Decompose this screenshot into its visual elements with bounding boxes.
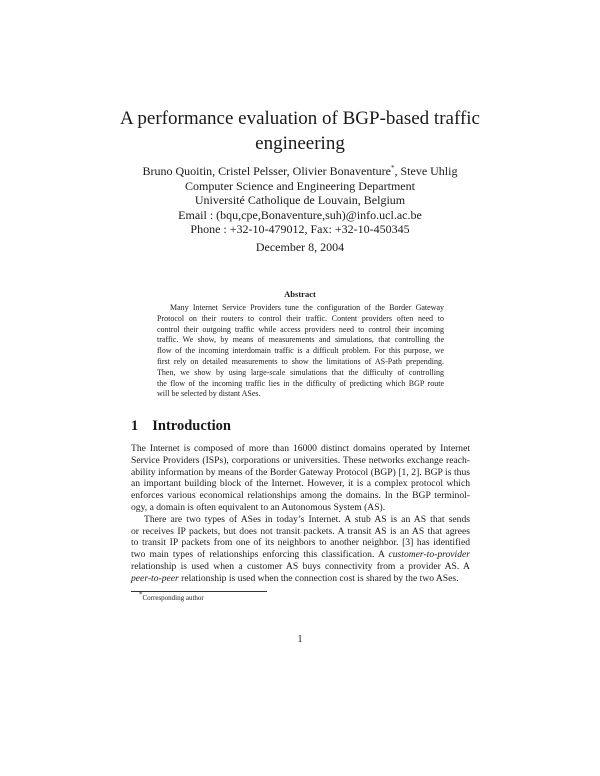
author-names-tail: , Steve Uhlig [394,164,458,178]
corresponding-author-mark: * [390,164,395,172]
body-line: ogy, a domain is often equivalent to an Autonomous System (AS). [131,501,386,513]
section-title: Introduction [152,418,231,434]
author-email: Email : (bqu,cpe,Bonaventure,suh)@info.ucl.ac.be [178,207,422,222]
body-line: enforces various economical relationships among the domains. In the BGP terminol- [131,490,470,502]
abstract-line: first rely on detailed measurements to show the limitations of AS-Path prepending. [157,356,444,366]
introduction-body [131,443,470,585]
footnote-text: Corresponding author [142,594,204,602]
author-names-main: Bruno Quoitin, Cristel Pelsser, Olivier Bonaventure [142,164,391,178]
abstract-line: Many Internet Service Providers tune the configuration of the Border Gateway [170,303,444,312]
body-text: relationship is used when the connection cost is shared by the two ASes. [178,572,459,584]
abstract-line: Protocol on their routers to control their traffic. Content providers often need to [157,313,444,323]
body-line: Service Providers (ISPs), corporations or universities. These networks exchange reach- [131,454,470,466]
abstract-line: Then, we show by using large-scale simulations that the difficulty of controlling [157,367,444,377]
body-line: There are two types of ASes in today’s Internet. A stub AS is an AS that sends [144,513,470,525]
body-text: two main types of relationships enforcing this classification. A [131,549,389,561]
paper-title [100,106,500,156]
abstract-line: the flow of the incoming traffic lies in the difficulty of predicting which BGP route [157,378,444,388]
abstract-heading: Abstract [284,289,316,299]
body-line [131,573,470,585]
author-phone: Phone : +32-10-479012, Fax: +32-10-450345 [190,222,410,237]
page-number: 1 [297,634,303,645]
body-line: The Internet is composed of more than 16000 distinct domains operated by Internet [131,443,470,454]
abstract-text [157,303,444,400]
author-department: Computer Science and Engineering Department [185,178,415,193]
body-line: to transit IP packets from one of its neighbors to another neighbor. [3] has identified [131,537,470,549]
section-number: 1 [131,418,139,434]
paper-title-line-2: engineering [255,133,345,154]
abstract-line: traffic. We show, by means of measurements and simulations, that controlling the [157,335,444,345]
body-line [131,549,470,561]
section-heading-introduction [131,418,231,435]
body-line: relationship is used when a customer AS buys connectivity from a provider AS. A [131,560,470,572]
author-university: Université Catholique de Louvain, Belgium [194,193,406,208]
paper-title-line-1: A performance evaluation of BGP-based traffic [120,108,480,129]
footnote [139,590,204,602]
body-line: ability information by means of the Border Gateway Protocol (BGP) [1, 2]. BGP is thus [131,466,470,478]
emphasis-customer-to-provider: customer-to-provider [388,549,470,561]
footnote-mark: * [139,590,143,599]
author-names [80,164,520,179]
footnote-rule [131,591,267,592]
body-line: or receives IP packets, but does not transit packets. A transit AS is an AS that agrees [131,525,470,537]
body-line: an important building block of the Internet. However, it is a complex protocol which [131,478,470,490]
abstract-line: flow of the incoming interdomain traffic is a difficult problem. For this purpose, we [157,346,444,356]
abstract-line: will be selected by distant ASes. [157,389,261,399]
author-block [80,164,520,237]
paper-date: December 8, 2004 [255,240,345,254]
emphasis-peer-to-peer: peer-to-peer [131,572,179,584]
abstract-line: control their outgoing traffic while access providers need to control their incoming [157,324,444,334]
